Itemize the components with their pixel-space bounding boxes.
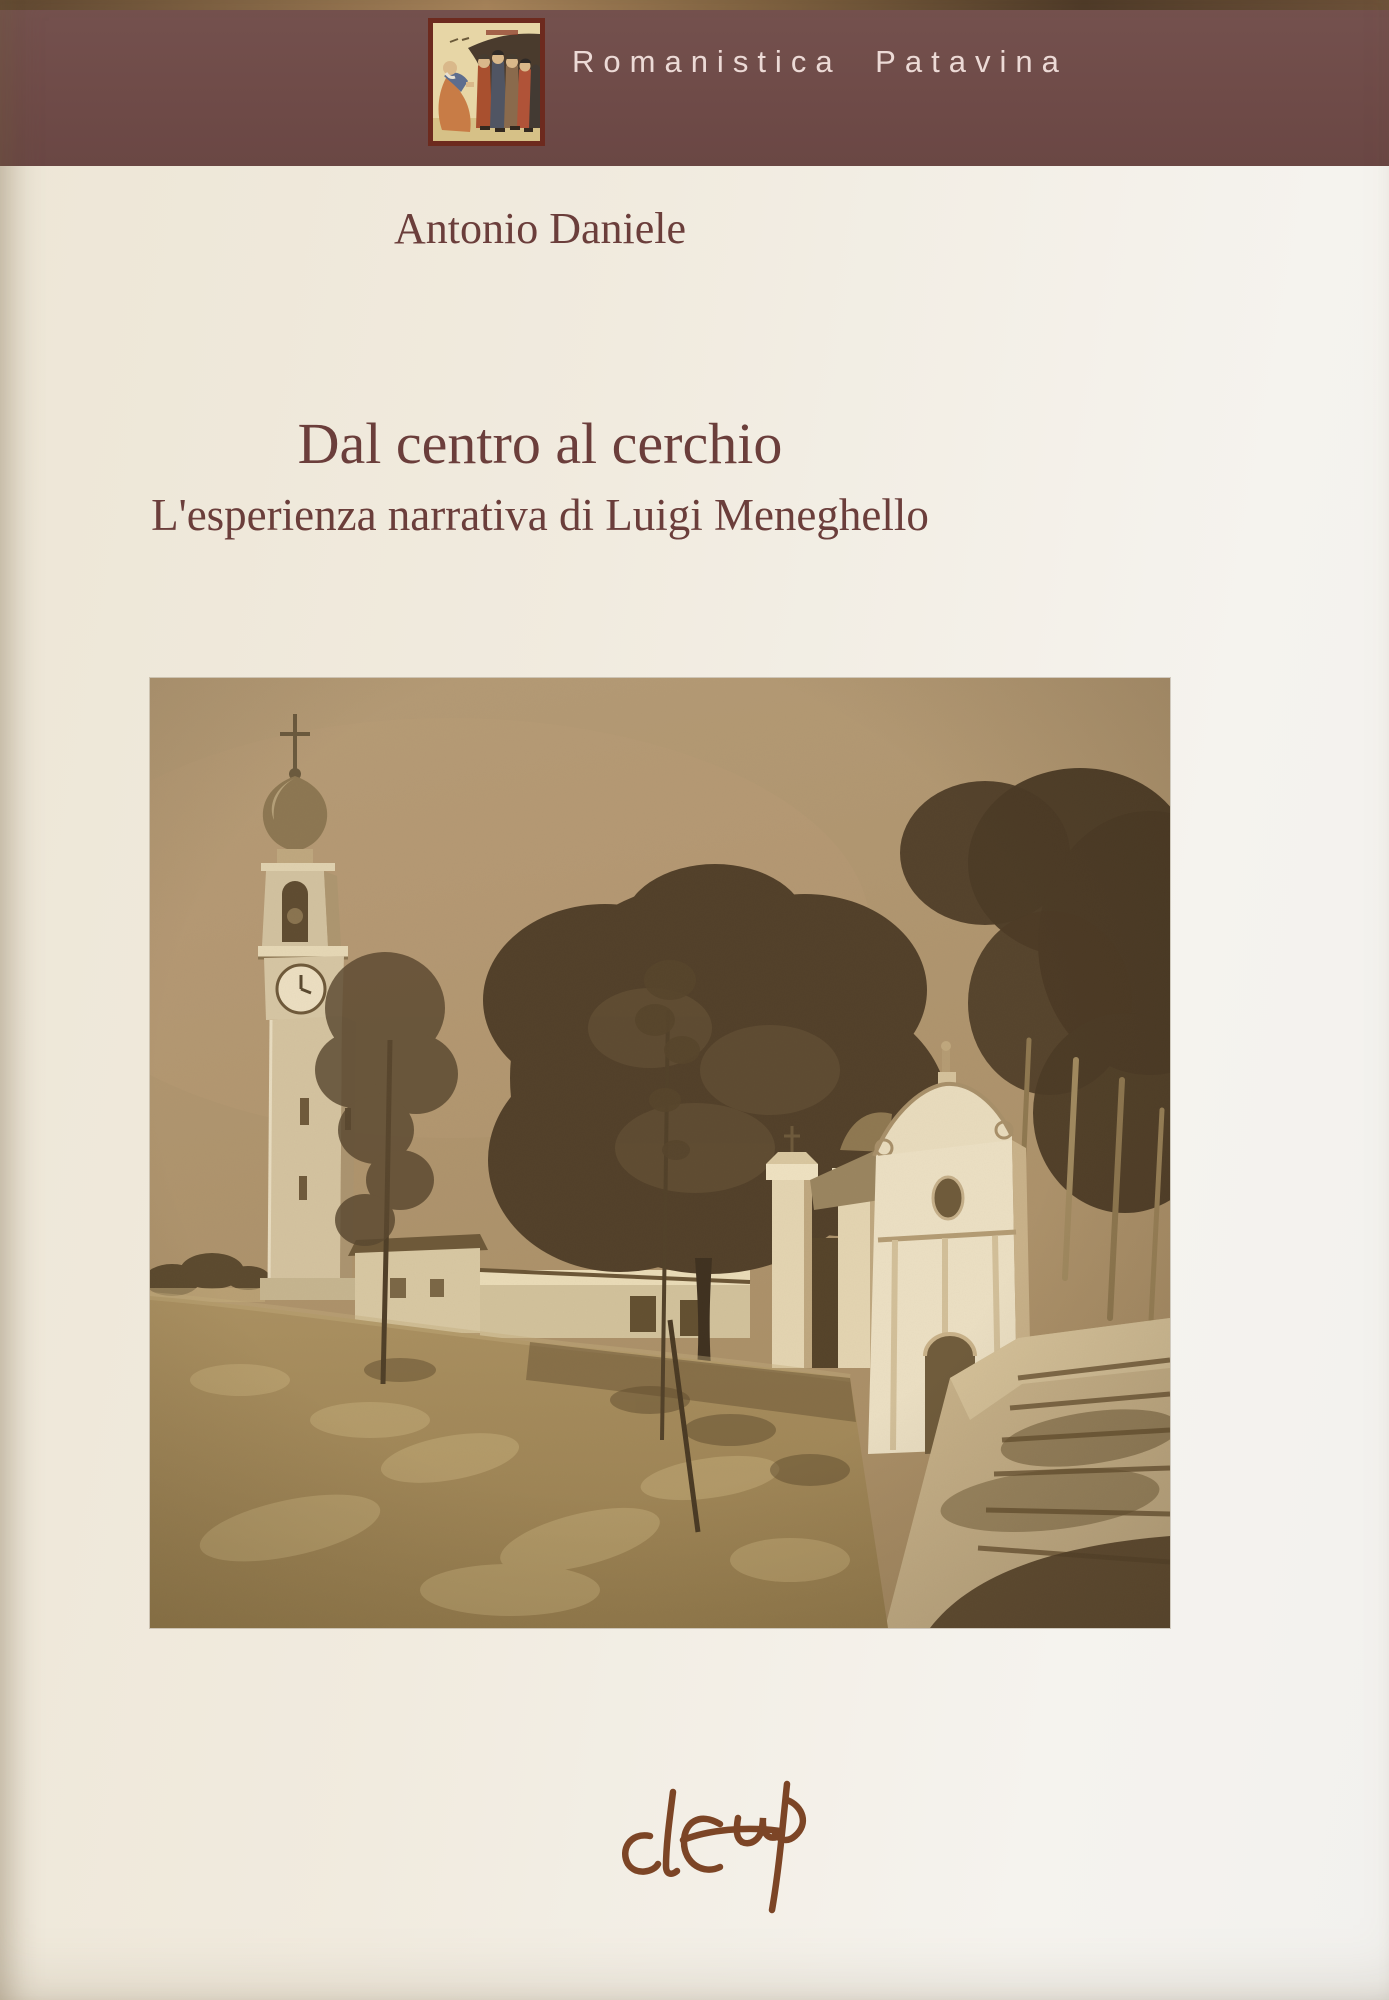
series-title: Romanistica Patavina	[572, 44, 1068, 79]
cleup-logo	[596, 1770, 808, 1922]
book-title: Dal centro al cerchio	[297, 411, 783, 476]
series-band	[0, 10, 1389, 166]
book-subtitle: L'esperienza narrativa di Luigi Meneghello	[151, 490, 929, 540]
author-name: Antonio Daniele	[393, 204, 687, 253]
medieval-miniature-icon	[428, 18, 545, 146]
cover-photo	[150, 678, 1170, 1628]
